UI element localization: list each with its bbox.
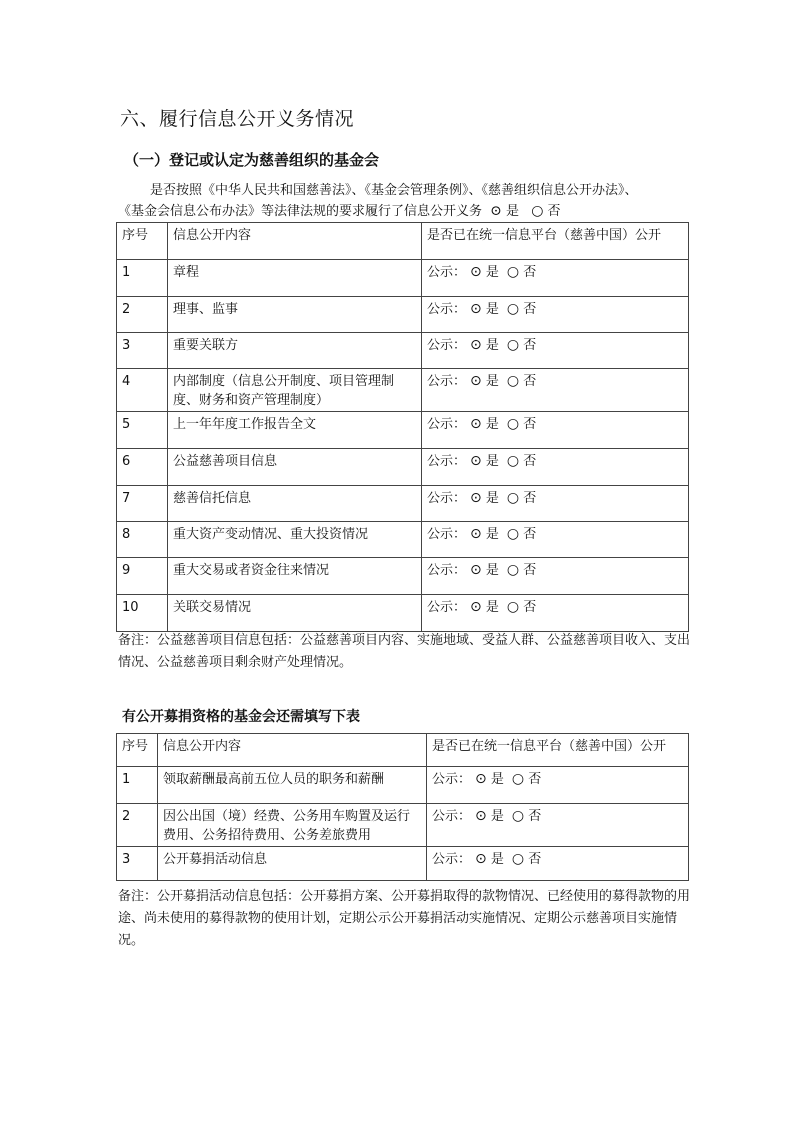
radio-unselected-icon: ○	[506, 599, 520, 615]
status-prefix: 公示：	[427, 265, 467, 280]
radio-selected-icon: ⊙	[470, 526, 482, 542]
row-number: 1	[117, 767, 158, 804]
row-status	[422, 297, 689, 333]
yes-label: 是	[485, 600, 499, 615]
radio-unselected-icon: ○	[506, 453, 520, 469]
row-number: 6	[117, 449, 168, 486]
status-prefix: 公示：	[427, 338, 467, 353]
no-label: 否	[523, 374, 537, 389]
yes-option[interactable]	[470, 489, 499, 508]
yes-option[interactable]	[470, 561, 499, 580]
yes-option[interactable]	[470, 452, 499, 471]
table-row	[117, 767, 689, 804]
radio-unselected-icon: ○	[511, 771, 525, 787]
row-number: 9	[117, 558, 168, 595]
yes-option[interactable]	[470, 525, 499, 544]
no-label: 否	[523, 491, 537, 506]
intro-paragraph	[118, 180, 693, 222]
yes-option[interactable]	[475, 807, 504, 826]
intro-line-2	[118, 201, 693, 222]
no-label: 否	[523, 302, 537, 317]
row-status	[422, 449, 689, 486]
radio-selected-icon: ⊙	[475, 851, 487, 867]
yes-label: 是	[485, 491, 499, 506]
row-status	[422, 369, 689, 412]
radio-selected-icon: ⊙	[475, 771, 487, 787]
no-label: 否	[528, 772, 542, 787]
no-option[interactable]	[512, 850, 541, 869]
table-row	[117, 847, 689, 881]
row-status	[422, 333, 689, 369]
row-status	[422, 486, 689, 522]
status-prefix: 公示：	[432, 809, 472, 824]
intro-line-2-text: 《基金会信息公布办法》等法律法规的要求履行了信息公开义务	[118, 204, 483, 219]
no-option[interactable]	[507, 489, 536, 508]
radio-unselected-icon: ○	[506, 416, 520, 432]
radio-selected-icon: ⊙	[470, 599, 482, 615]
status-prefix: 公示：	[427, 491, 467, 506]
intro-line-1: 是否按照《中华人民共和国慈善法》、《基金会管理条例》、《慈善组织信息公开办法》、	[150, 183, 638, 198]
yes-label: 是	[485, 302, 499, 317]
no-label: 否	[523, 527, 537, 542]
radio-selected-icon: ⊙	[470, 562, 482, 578]
header-status: 是否已在统一信息平台（慈善中国）公开	[427, 734, 689, 767]
status-prefix: 公示：	[432, 772, 472, 787]
no-label: 否	[523, 265, 537, 280]
table-row	[117, 595, 689, 632]
yes-option[interactable]	[470, 598, 499, 617]
status-prefix: 公示：	[432, 852, 472, 867]
radio-selected-icon: ⊙	[470, 490, 482, 506]
status-prefix: 公示：	[427, 563, 467, 578]
radio-unselected-icon: ○	[531, 203, 544, 219]
no-option[interactable]	[507, 263, 536, 282]
status-prefix: 公示：	[427, 302, 467, 317]
status-prefix: 公示：	[427, 417, 467, 432]
fundraising-disclosure-table	[116, 733, 689, 881]
row-number: 4	[117, 369, 168, 412]
row-number: 3	[117, 333, 168, 369]
table-header-row	[117, 223, 689, 260]
yes-option[interactable]	[470, 300, 499, 319]
row-number: 2	[117, 804, 158, 847]
table-row	[117, 804, 689, 847]
status-prefix: 公示：	[427, 527, 467, 542]
no-option[interactable]	[507, 415, 536, 434]
row-content: 关联交易情况	[168, 595, 422, 632]
yes-option[interactable]	[475, 770, 504, 789]
status-prefix: 公示：	[427, 374, 467, 389]
row-content: 因公出国（境）经费、公务用车购置及运行费用、公务招待费用、公务差旅费用	[158, 804, 427, 847]
no-label: 否	[523, 600, 537, 615]
section-title: 六、履行信息公开义务情况	[120, 108, 355, 130]
intro-no-option[interactable]	[531, 201, 560, 222]
table-row	[117, 558, 689, 595]
radio-selected-icon: ⊙	[470, 264, 482, 280]
row-status	[427, 767, 689, 804]
no-option[interactable]	[507, 452, 536, 471]
row-status	[427, 847, 689, 881]
yes-label: 是	[490, 852, 504, 867]
table1-note: 备注：公益慈善项目信息包括：公益慈善项目内容、实施地域、受益人群、公益慈善项目收入、支出情况、公益慈善项目剩余财产处理情况。	[118, 633, 691, 670]
row-number: 5	[117, 412, 168, 449]
no-label: 否	[523, 338, 537, 353]
disclosure-table	[116, 222, 689, 632]
no-option[interactable]	[507, 372, 536, 391]
row-number: 1	[117, 260, 168, 297]
table2-note: 备注：公开募捐活动信息包括：公开募捐方案、公开募捐取得的款物情况、已经使用的募得款物的用途、尚未使用的募得款物的使用计划，定期公示公开募捐活动实施情况、定期公示慈善项目实施情况。	[118, 889, 691, 948]
row-status	[422, 260, 689, 297]
row-status	[422, 595, 689, 632]
table-row	[117, 522, 689, 558]
row-status	[427, 804, 689, 847]
yes-label: 是	[485, 454, 499, 469]
yes-label: 是	[485, 527, 499, 542]
row-status	[422, 558, 689, 595]
no-label: 否	[528, 809, 542, 824]
intro-yes-option[interactable]	[490, 201, 519, 222]
radio-unselected-icon: ○	[506, 562, 520, 578]
intro-yes-label: 是	[506, 204, 520, 219]
table-row	[117, 260, 689, 297]
header-status: 是否已在统一信息平台（慈善中国）公开	[422, 223, 689, 260]
yes-label: 是	[485, 265, 499, 280]
yes-option[interactable]	[470, 415, 499, 434]
row-content: 重大资产变动情况、重大投资情况	[168, 522, 422, 558]
table-row	[117, 412, 689, 449]
no-option[interactable]	[507, 598, 536, 617]
table-row	[117, 369, 689, 412]
yes-label: 是	[485, 338, 499, 353]
radio-selected-icon: ⊙	[490, 203, 502, 219]
no-label: 否	[523, 563, 537, 578]
row-content: 公益慈善项目信息	[168, 449, 422, 486]
radio-selected-icon: ⊙	[470, 337, 482, 353]
header-no: 序号	[117, 734, 158, 767]
no-label: 否	[523, 454, 537, 469]
radio-selected-icon: ⊙	[470, 301, 482, 317]
header-no: 序号	[117, 223, 168, 260]
radio-unselected-icon: ○	[506, 373, 520, 389]
radio-unselected-icon: ○	[511, 808, 525, 824]
status-prefix: 公示：	[427, 454, 467, 469]
row-content: 慈善信托信息	[168, 486, 422, 522]
yes-option[interactable]	[470, 336, 499, 355]
yes-label: 是	[490, 809, 504, 824]
no-label: 否	[528, 852, 542, 867]
no-option[interactable]	[507, 336, 536, 355]
yes-label: 是	[485, 563, 499, 578]
radio-unselected-icon: ○	[506, 526, 520, 542]
no-option[interactable]	[512, 807, 541, 826]
row-status	[422, 522, 689, 558]
radio-unselected-icon: ○	[511, 851, 525, 867]
no-option[interactable]	[507, 300, 536, 319]
intro-no-label: 否	[547, 204, 561, 219]
row-content: 理事、监事	[168, 297, 422, 333]
radio-selected-icon: ⊙	[470, 453, 482, 469]
table-row	[117, 297, 689, 333]
subsection-title: （一）登记或认定为慈善组织的基金会	[124, 151, 380, 169]
row-content: 重大交易或者资金往来情况	[168, 558, 422, 595]
row-number: 2	[117, 297, 168, 333]
yes-option[interactable]	[475, 850, 504, 869]
radio-unselected-icon: ○	[506, 490, 520, 506]
no-option[interactable]	[507, 525, 536, 544]
row-number: 8	[117, 522, 168, 558]
table-row	[117, 486, 689, 522]
radio-selected-icon: ⊙	[475, 808, 487, 824]
row-number: 7	[117, 486, 168, 522]
row-content: 上一年年度工作报告全文	[168, 412, 422, 449]
table-row	[117, 449, 689, 486]
status-prefix: 公示：	[427, 600, 467, 615]
yes-label: 是	[490, 772, 504, 787]
row-content: 章程	[168, 260, 422, 297]
header-content: 信息公开内容	[168, 223, 422, 260]
subsection2-title: 有公开募捐资格的基金会还需填写下表	[122, 709, 360, 725]
row-content: 重要关联方	[168, 333, 422, 369]
table-header-row	[117, 734, 689, 767]
radio-selected-icon: ⊙	[470, 416, 482, 432]
no-option[interactable]	[507, 561, 536, 580]
radio-unselected-icon: ○	[506, 264, 520, 280]
row-content: 领取薪酬最高前五位人员的职务和薪酬	[158, 767, 427, 804]
no-label: 否	[523, 417, 537, 432]
row-content: 公开募捐活动信息	[158, 847, 427, 881]
row-number: 10	[117, 595, 168, 632]
row-status	[422, 412, 689, 449]
table-row	[117, 333, 689, 369]
radio-unselected-icon: ○	[506, 337, 520, 353]
yes-label: 是	[485, 374, 499, 389]
yes-label: 是	[485, 417, 499, 432]
no-option[interactable]	[512, 770, 541, 789]
yes-option[interactable]	[470, 263, 499, 282]
row-content: 内部制度（信息公开制度、项目管理制度、财务和资产管理制度）	[168, 369, 422, 412]
row-number: 3	[117, 847, 158, 881]
yes-option[interactable]	[470, 372, 499, 391]
radio-selected-icon: ⊙	[470, 373, 482, 389]
radio-unselected-icon: ○	[506, 301, 520, 317]
header-content: 信息公开内容	[158, 734, 427, 767]
